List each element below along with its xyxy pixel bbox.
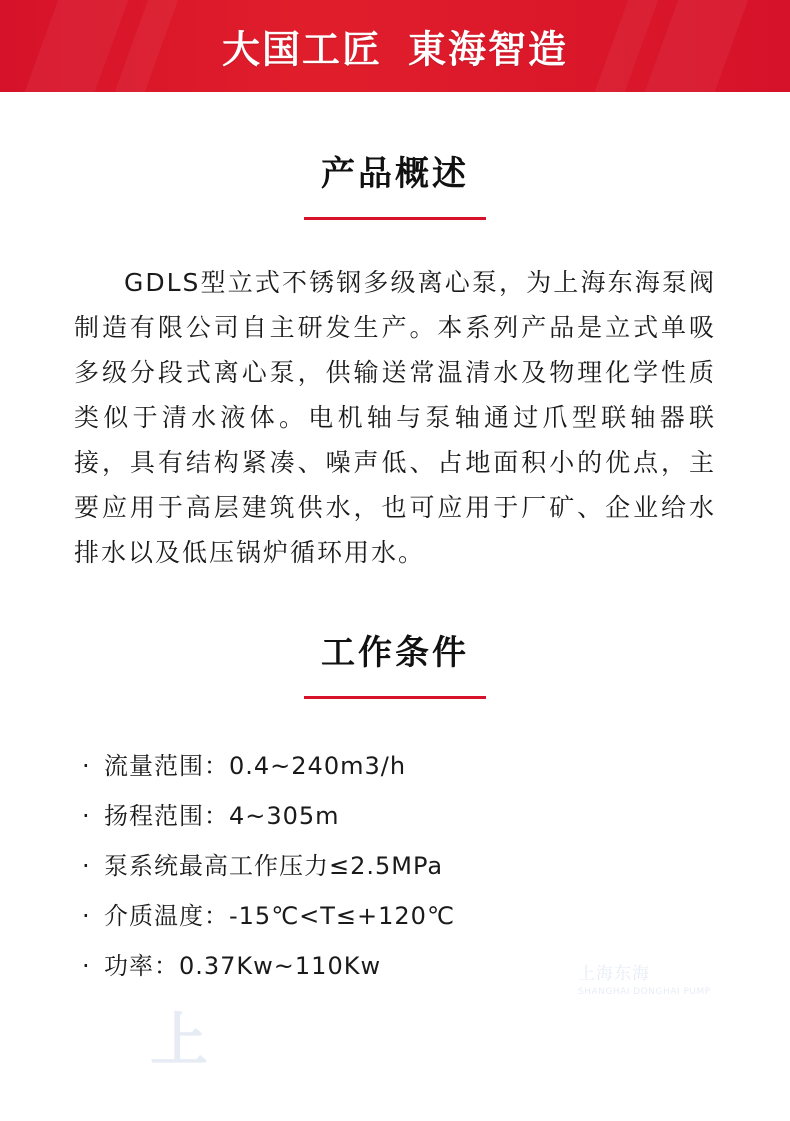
product-overview-section [0, 154, 790, 575]
bullet-icon: · [82, 901, 91, 930]
page-banner [0, 0, 790, 92]
list-item [82, 741, 748, 791]
bullet-icon: · [82, 951, 91, 980]
list-item [82, 941, 748, 991]
watermark-left [150, 1006, 290, 1101]
spec-medium-temperature: 介质温度：-15℃<T≤+120℃ [104, 901, 455, 930]
title-underline-rule [304, 696, 486, 699]
bullet-icon: · [82, 851, 91, 880]
banner-title-left: 大国工匠 [221, 27, 382, 72]
watermark-brand-text: 上海东海 [578, 964, 650, 984]
page-title: 产品概述 [321, 154, 469, 194]
spec-list [42, 741, 748, 991]
section-title-working-conditions: 工作条件 [321, 632, 469, 673]
watermark-logo-icon: 上 [150, 1006, 209, 1074]
spec-head-range: 扬程范围：4~305m [104, 801, 340, 830]
bullet-icon: · [82, 751, 91, 780]
spec-max-pressure: 泵系统最高工作压力≤2.5MPa [104, 851, 444, 880]
working-conditions-heading-block [42, 633, 748, 699]
list-item [82, 891, 748, 941]
title-underline-rule [304, 217, 486, 220]
banner-title-right: 東海智造 [408, 27, 569, 72]
watermark-brand-subtext: SHANGHAI DONGHAI PUMP [578, 986, 711, 997]
list-item [82, 841, 748, 891]
product-overview-paragraph: GDLS型立式不锈钢多级离心泵，为上海东海泵阀制造有限公司自主研发生产。本系列产品是立式单吸多级分段式离心泵，供输送常温清水及物理化学性质类似于清水液体。电机轴与泵轴通过爪型联轴器联接，具有结构紧凑、噪声低、占地面积小的优点，主要应用于高层建筑供水，也可应用于厂矿、企业给水排水以及低压锅炉循环用水。 [74, 267, 716, 567]
spec-power: 功率：0.37Kw~110Kw [104, 951, 382, 980]
list-item [82, 791, 748, 841]
product-overview-heading-block [42, 154, 748, 220]
bullet-icon: · [82, 801, 91, 830]
working-conditions-section [0, 633, 790, 991]
banner-title-group [222, 19, 568, 74]
spec-flow-range: 流量范围：0.4~240m3/h [104, 751, 407, 780]
